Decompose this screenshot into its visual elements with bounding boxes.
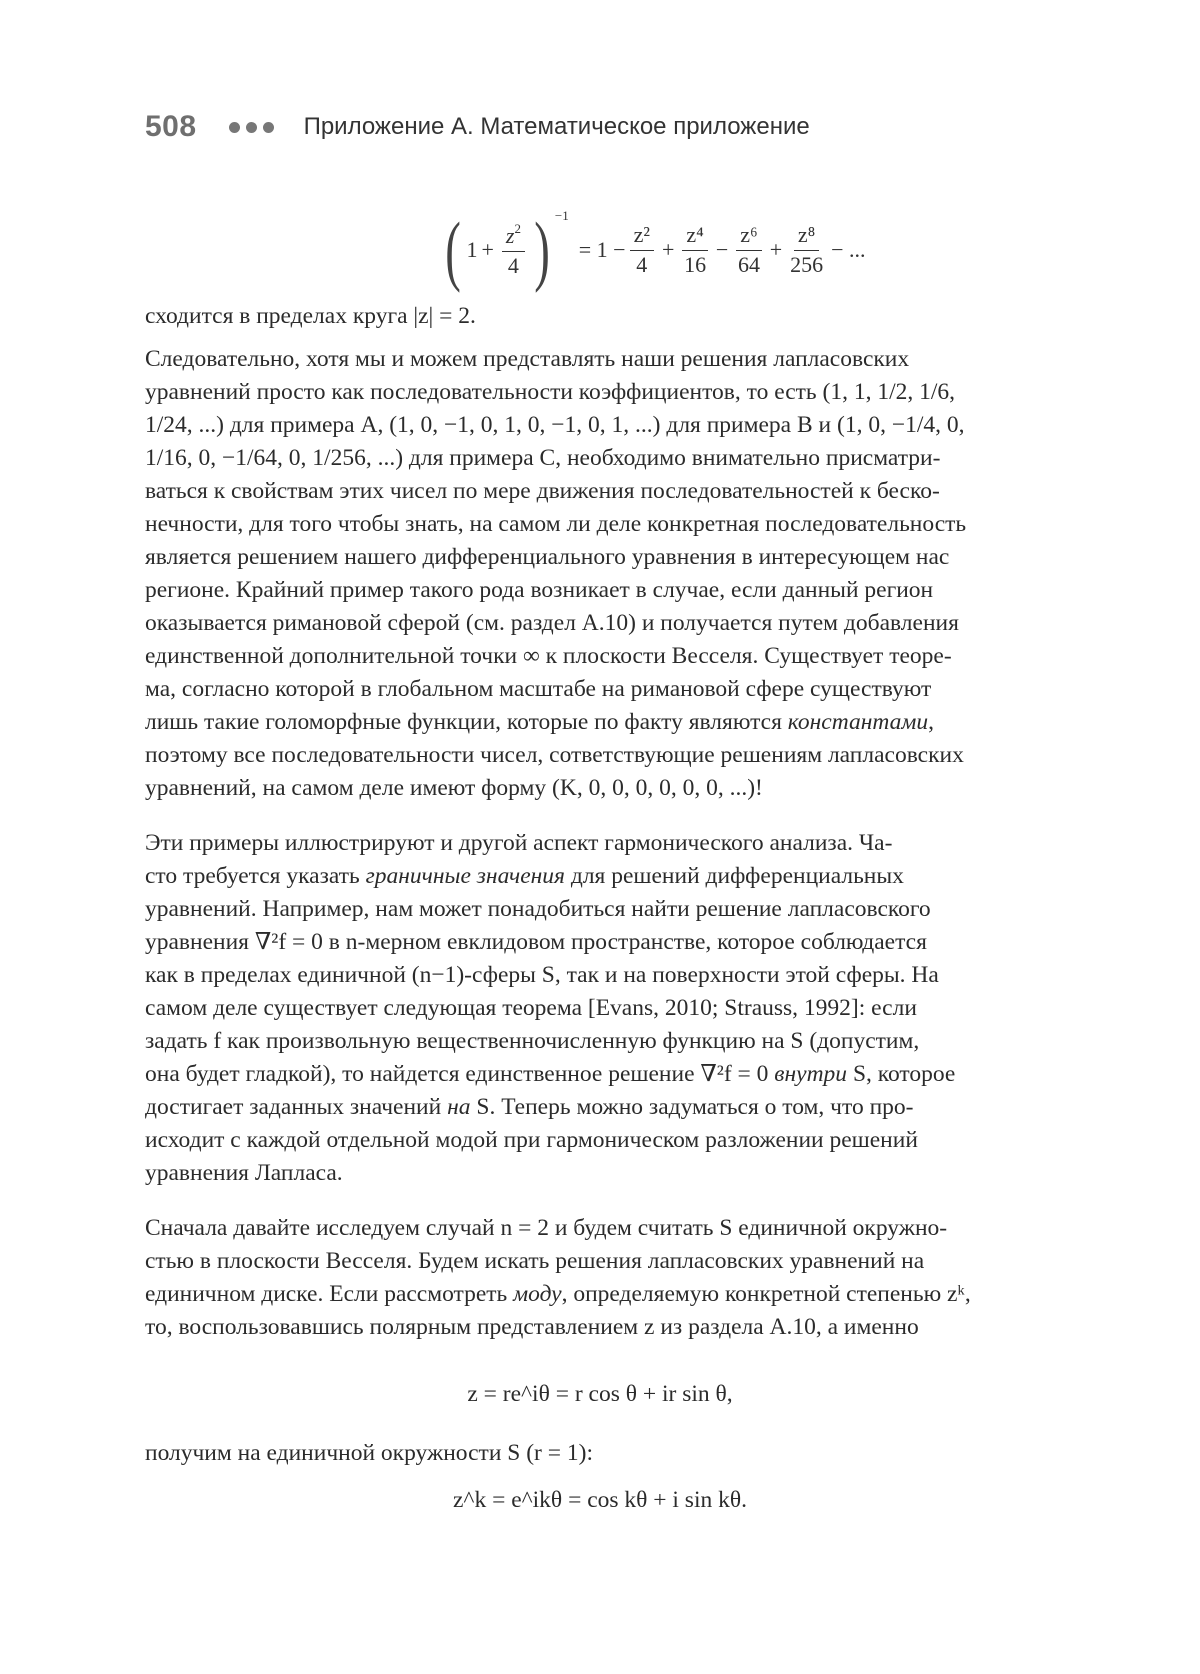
fraction-term-2: $\frac{\text{z⁴}}{16}$ [684, 222, 707, 277]
emphasis-boundary-values: граничные значения [365, 863, 565, 889]
eq-exponent: −1 [554, 208, 569, 223]
text-line: исходит с каждой отдельной модой при гармоническом разложении решений [145, 1127, 918, 1153]
text-line: 1/24, ...) для примера A, (1, 0, −1, 0, 1, 0, −1, 0, 1, ...) для примера B и (1, 0, −1/4, 0, [145, 412, 965, 438]
emphasis-constants: константами [787, 709, 929, 735]
text-line: Сначала давайте исследуем случай n = 2 и будем считать S единичной окружно- [145, 1215, 948, 1241]
unit-circle-line: получим на единичной окружности S (r = 1): [145, 1440, 593, 1466]
text-line: единственной дополнительной точки ∞ к плоскости Весселя. Существует теоре- [145, 643, 952, 669]
text-line: нечности, для того чтобы знать, на самом ли деле конкретная последовательность [145, 511, 967, 537]
text-line: лишь такие голоморфные функции, которые по факту являются константами, [145, 709, 934, 735]
text-line: задать f как произвольную вещественночисленную функцию на S (допустим, [145, 1028, 920, 1054]
text-line: уравнений. Например, нам может понадобиться найти решение лапласовского [145, 896, 931, 922]
paragraph-3 [145, 1212, 1055, 1344]
running-title: Приложение А. Математическое приложение [303, 113, 810, 140]
fraction-z2-over-4: $\frac{z^2}{4}$ [502, 222, 525, 277]
text-line: ма, согласно которой в глобальном масштабе на римановой сфере существуют [145, 676, 932, 702]
text-line: как в пределах единичной (n−1)-сферы S, так и на поверхности этой сферы. На [145, 962, 939, 988]
emphasis-on: на [447, 1094, 471, 1120]
text-line: 1/16, 0, −1/64, 0, 1/256, ...) для примера C, необходимо внимательно присматри- [145, 445, 941, 471]
fraction-term-4: $\frac{\text{z⁸}}{256}$ [790, 222, 824, 277]
text-line: уравнений просто как последовательности коэффициентов, то есть (1, 1, 1/2, 1/6, [145, 379, 956, 405]
text-line: оказывается римановой сферой (см. раздел А.10) и получается путем добавления [145, 610, 959, 636]
text-line: Следовательно, хотя мы и можем представлять наши решения лапласовских [145, 346, 910, 372]
dot-icon [246, 122, 257, 133]
page-body [145, 200, 1055, 1541]
text-line: стью в плоскости Весселя. Будем искать решения лапласовских уравнений на [145, 1248, 925, 1274]
fraction-term-3: $\frac{\text{z⁶}}{64}$ [737, 222, 760, 277]
emphasis-inside: внутри [774, 1061, 848, 1087]
fraction-term-1: $\frac{\text{z²}}{4}$ [630, 223, 654, 276]
paragraph-1 [145, 343, 1055, 805]
paragraph-2 [145, 827, 1055, 1190]
dot-icon [229, 122, 240, 133]
text-line: является решением нашего дифференциального уравнения в интересующем нас [145, 544, 950, 570]
text-line: сто требуется указать граничные значения для решений дифференциальных [145, 863, 904, 889]
page-header [145, 102, 810, 152]
converges-line: сходится в пределах круга |z| = 2. [145, 303, 476, 329]
power-equation: z^k = e^ikθ = cos kθ + i sin kθ. [452, 1487, 747, 1513]
emphasis-mode: моду [513, 1281, 562, 1307]
text-line: самом деле существует следующая теорема [Evans, 2010; Strauss, 1992]: если [145, 995, 917, 1021]
eq-tail: − ... [831, 237, 866, 262]
right-paren: ) [534, 206, 550, 293]
text-line: достигает заданных значений на S. Теперь можно задуматься о том, что про- [145, 1094, 914, 1120]
eq-plus: + [481, 237, 494, 262]
text-line: уравнений, на самом деле имеют форму (K, 0, 0, 0, 0, 0, 0, ...)! [145, 775, 763, 801]
text-line: она будет гладкой), то найдется единственное решение ∇²f = 0 внутри S, которое [145, 1061, 956, 1087]
polar-equation: z = re^iθ = r cos θ + ir sin θ, [467, 1381, 733, 1407]
series-equation: ( 1 + $\frac{z^2}{4}$ ) −1 = 1 − $\frac{\text{z²}}{4}$ + $\frac{\text{z⁴}}{16}$ − $\frac{\text{z⁶}}{64}$ + $\frac{\text{z⁸}}{256}$ − ... [445, 206, 866, 293]
text-line: то, воспользовавшись полярным представлением z из раздела А.10, а именно [145, 1314, 919, 1340]
eq-one: 1 [466, 237, 478, 262]
text-line: ваться к свойствам этих чисел по мере движения последовательностей к беско- [145, 478, 940, 504]
header-dots-ornament [229, 122, 274, 133]
text-line: Эти примеры иллюстрируют и другой аспект гармонического анализа. Ча- [145, 830, 893, 856]
dot-icon [263, 122, 274, 133]
left-paren: ( [445, 206, 462, 293]
text-line: единичном диске. Если рассмотреть моду, определяемую конкретной степенью zᵏ, [145, 1281, 971, 1307]
page-number: 508 [145, 110, 197, 143]
text-line: уравнения ∇²f = 0 в n-мерном евклидовом пространстве, которое соблюдается [145, 929, 927, 955]
text-line: поэтому все последовательности чисел, сответствующие решениям лапласовских [145, 742, 964, 768]
text-line: уравнения Лапласа. [145, 1160, 343, 1186]
eq-rhs-start: = 1 − [578, 237, 626, 262]
text-line: регионе. Крайний пример такого рода возникает в случае, если данный регион [145, 577, 934, 603]
